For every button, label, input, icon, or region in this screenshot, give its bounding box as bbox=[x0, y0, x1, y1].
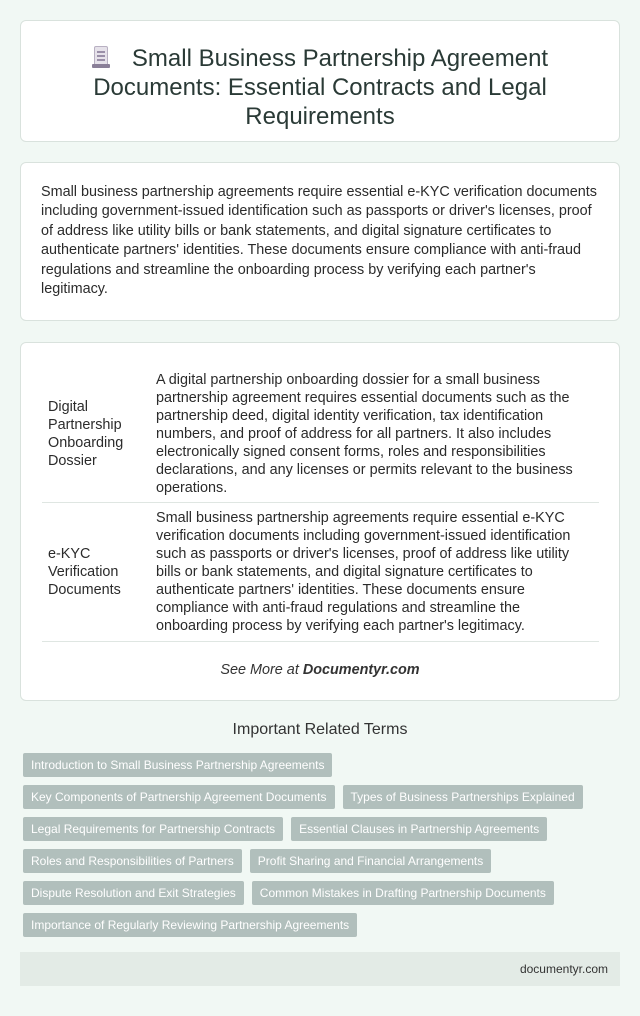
term-cell: Digital Partnership Onboarding Dossier bbox=[42, 366, 150, 502]
related-term-tag[interactable]: Key Components of Partnership Agreement Documents bbox=[23, 785, 335, 809]
related-term-tag[interactable]: Dispute Resolution and Exit Strategies bbox=[23, 881, 244, 905]
related-term-tag[interactable]: Common Mistakes in Drafting Partnership Documents bbox=[252, 881, 554, 905]
table-row bbox=[42, 502, 599, 641]
related-terms-heading: Important Related Terms bbox=[232, 721, 408, 738]
footer-site-link[interactable]: documentyr.com bbox=[519, 962, 608, 976]
see-more-link[interactable]: Documentyr.com bbox=[302, 662, 420, 678]
definition-cell: Small business partnership agreements require essential e-KYC verification documents including government-issued identification such as passports or driver's licenses, proof of address like utility bills or bank statements, and digital signature certificates to authenticate partners' identities. These documents ensure compliance with anti-fraud regulations and streamline the onboarding process by verifying each partner's legitimacy. bbox=[150, 502, 599, 641]
related-term-tag[interactable]: Types of Business Partnerships Explained bbox=[343, 785, 583, 809]
related-term-tag[interactable]: Essential Clauses in Partnership Agreements bbox=[291, 817, 547, 841]
document-icon bbox=[92, 46, 110, 68]
related-term-tag[interactable]: Legal Requirements for Partnership Contracts bbox=[23, 817, 283, 841]
summary-text: Small business partnership agreements require essential e-KYC verification documents including government-issued identification such as passports or driver's licenses, proof of address like utility bills or bank statements, and digital signature certificates to authenticate partners' identities. These documents ensure compliance with anti-fraud regulations and streamline the onboarding process by verifying each partner's legitimacy. bbox=[41, 184, 597, 298]
related-term-tag[interactable]: Introduction to Small Business Partnership Agreements bbox=[23, 753, 332, 777]
see-more-prefix: See More at bbox=[220, 662, 303, 678]
definitions-card bbox=[20, 342, 620, 701]
footer bbox=[20, 952, 620, 986]
title-card bbox=[20, 20, 620, 142]
see-more bbox=[21, 662, 619, 678]
related-terms-list bbox=[23, 753, 619, 937]
summary-card bbox=[20, 162, 620, 321]
related-term-tag[interactable]: Profit Sharing and Financial Arrangements bbox=[250, 849, 491, 873]
definition-cell: A digital partnership onboarding dossier for a small business partnership agreement requires essential documents such as the partnership deed, digital identity verification, tax identification numbers, and proof of address for all partners. It also includes electronically signed consent forms, roles and responsibilities declarations, and any licenses or permits relevant to the business operations. bbox=[150, 366, 599, 502]
related-term-tag[interactable]: Importance of Regularly Reviewing Partnership Agreements bbox=[23, 913, 357, 937]
definitions-table bbox=[42, 366, 599, 642]
page-title-text: Small Business Partnership Agreement Documents: Essential Contracts and Legal Requirements bbox=[93, 45, 549, 130]
related-term-tag[interactable]: Roles and Responsibilities of Partners bbox=[23, 849, 242, 873]
term-cell: e-KYC Verification Documents bbox=[42, 502, 150, 641]
table-row bbox=[42, 366, 599, 502]
page-title bbox=[21, 21, 619, 131]
